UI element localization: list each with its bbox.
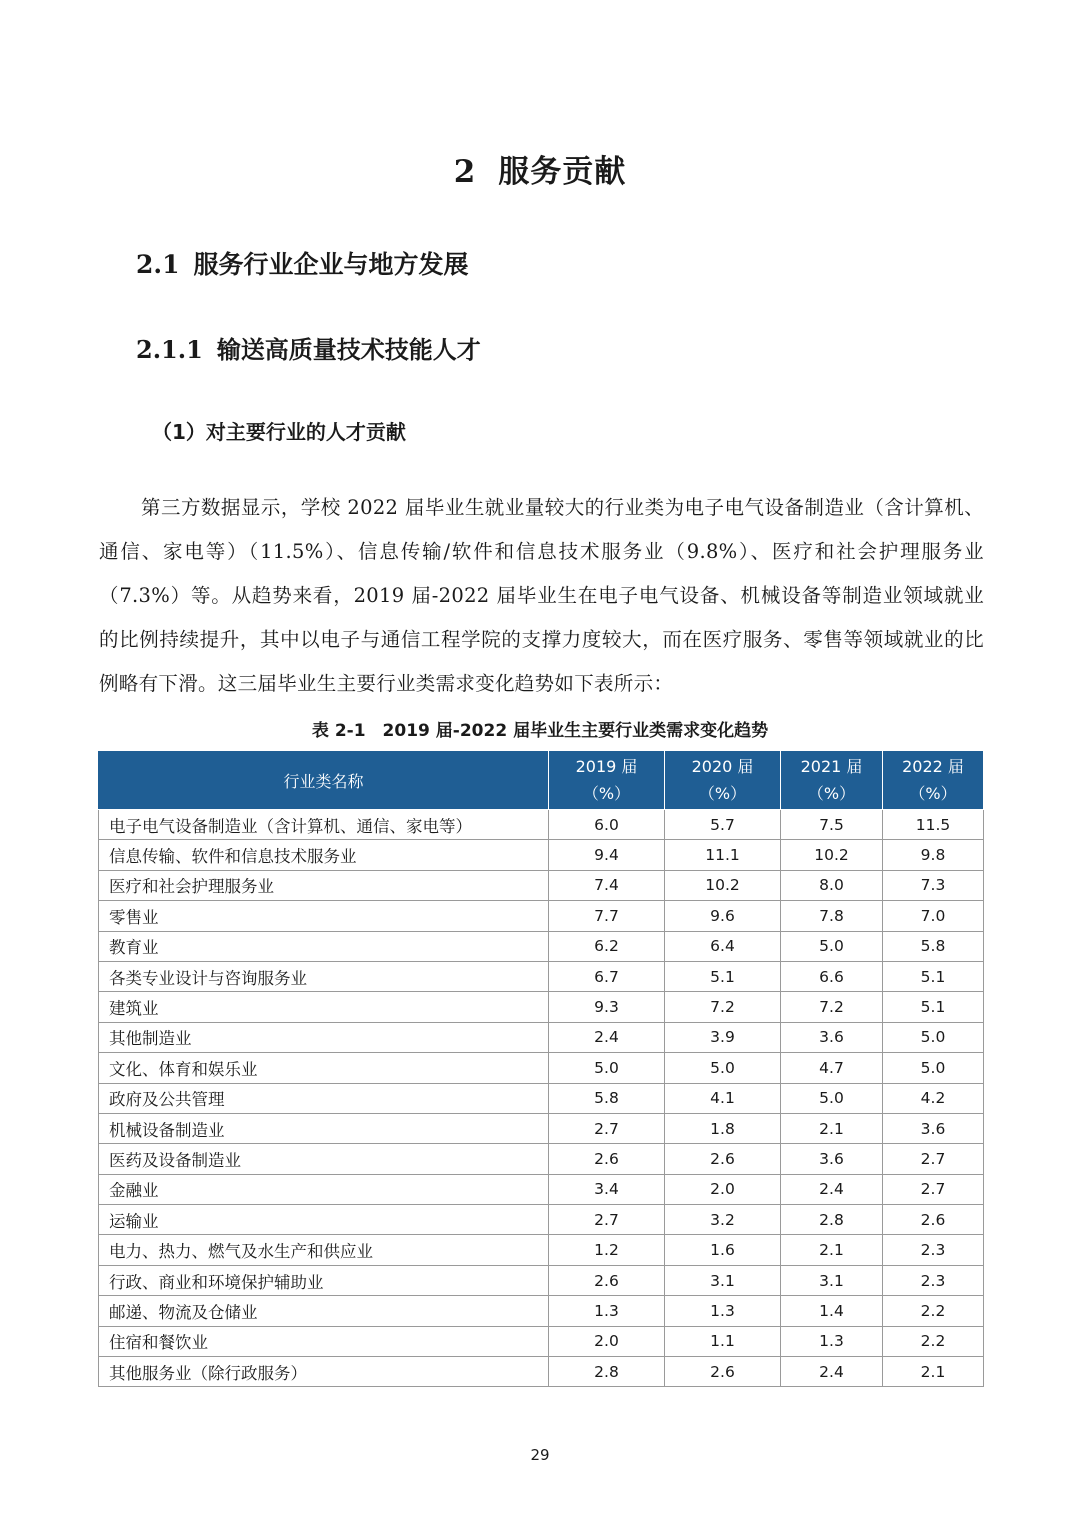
percent-cell: 10.2 xyxy=(781,840,883,870)
percent-cell: 2.6 xyxy=(665,1357,781,1387)
percent-cell: 1.3 xyxy=(781,1326,883,1356)
header-year xyxy=(665,751,781,810)
body-paragraph: 第三方数据显示，学校 2022 届毕业生就业量较大的行业类为电子电气设备制造业（含计算机、通信、家电等）（11.5%）、信息传输/软件和信息技术服务业（9.8%）、医疗和社会护理服务业（7.3%）等。从趋势来看，2019 届-2022 届毕业生在电子电气设备、机械设备等制造业领域就业的比例持续提升，其中以电子与通信工程学院的支撑力度较大，而在医疗服务、零售等领域就业的比例略有下滑。这三届毕业生主要行业类需求变化趋势如下表所示： xyxy=(99,496,984,695)
industry-name-cell: 教育业 xyxy=(99,931,549,961)
industry-name-cell: 行政、商业和环境保护辅助业 xyxy=(99,1265,549,1295)
percent-cell: 7.5 xyxy=(781,810,883,840)
table-row xyxy=(99,961,984,991)
industry-name-cell: 建筑业 xyxy=(99,992,549,1022)
percent-cell: 2.6 xyxy=(549,1144,665,1174)
percent-cell: 3.6 xyxy=(781,1022,883,1052)
subsection-title: 输送高质量技术技能人才 xyxy=(216,336,481,364)
percent-cell: 1.4 xyxy=(781,1296,883,1326)
table-row xyxy=(99,1144,984,1174)
percent-cell: 2.2 xyxy=(883,1326,984,1356)
percent-cell: 2.1 xyxy=(781,1235,883,1265)
percent-cell: 2.3 xyxy=(883,1265,984,1295)
percent-cell: 6.6 xyxy=(781,961,883,991)
percent-cell: 11.5 xyxy=(883,810,984,840)
industry-name-cell: 电子电气设备制造业（含计算机、通信、家电等） xyxy=(99,810,549,840)
header-unit-label: （%） xyxy=(807,784,856,803)
percent-cell: 2.8 xyxy=(781,1205,883,1235)
header-unit-label: （%） xyxy=(582,784,631,803)
percent-cell: 7.7 xyxy=(549,901,665,931)
table-row xyxy=(99,810,984,840)
percent-cell: 1.8 xyxy=(665,1113,781,1143)
percent-cell: 2.4 xyxy=(549,1022,665,1052)
industry-name-cell: 政府及公共管理 xyxy=(99,1083,549,1113)
percent-cell: 10.2 xyxy=(665,870,781,900)
percent-cell: 2.6 xyxy=(549,1265,665,1295)
header-year xyxy=(781,751,883,810)
percent-cell: 5.0 xyxy=(665,1053,781,1083)
table-row xyxy=(99,1083,984,1113)
header-unit-label: （%） xyxy=(698,784,747,803)
percent-cell: 2.1 xyxy=(781,1113,883,1143)
percent-cell: 6.4 xyxy=(665,931,781,961)
percent-cell: 5.1 xyxy=(665,961,781,991)
percent-cell: 1.3 xyxy=(549,1296,665,1326)
table-row xyxy=(99,1326,984,1356)
table-row xyxy=(99,1235,984,1265)
industry-name-cell: 机械设备制造业 xyxy=(99,1113,549,1143)
percent-cell: 5.1 xyxy=(883,992,984,1022)
percent-cell: 1.1 xyxy=(665,1326,781,1356)
percent-cell: 7.2 xyxy=(665,992,781,1022)
percent-cell: 2.7 xyxy=(549,1113,665,1143)
header-year-label: 2022 届 xyxy=(902,757,964,776)
table-row xyxy=(99,840,984,870)
percent-cell: 3.4 xyxy=(549,1174,665,1204)
header-year-label: 2020 届 xyxy=(691,757,754,776)
percent-cell: 7.8 xyxy=(781,901,883,931)
table-row xyxy=(99,1113,984,1143)
percent-cell: 9.6 xyxy=(665,901,781,931)
percent-cell: 2.3 xyxy=(883,1235,984,1265)
table-caption: 表 2-1 2019 届-2022 届毕业生主要行业类需求变化趋势 xyxy=(311,721,769,741)
percent-cell: 5.0 xyxy=(883,1053,984,1083)
table-row xyxy=(99,1174,984,1204)
percent-cell: 2.7 xyxy=(883,1144,984,1174)
table-row xyxy=(99,901,984,931)
subsection-number: 2.1.1 xyxy=(136,335,203,364)
industry-name-cell: 运输业 xyxy=(99,1205,549,1235)
percent-cell: 5.0 xyxy=(781,1083,883,1113)
percent-cell: 2.1 xyxy=(883,1357,984,1387)
table-row xyxy=(99,1357,984,1387)
industry-name-cell: 住宿和餐饮业 xyxy=(99,1326,549,1356)
percent-cell: 6.0 xyxy=(549,810,665,840)
industry-name-cell: 医药及设备制造业 xyxy=(99,1144,549,1174)
industry-name-cell: 金融业 xyxy=(99,1174,549,1204)
percent-cell: 2.0 xyxy=(665,1174,781,1204)
table-row xyxy=(99,992,984,1022)
percent-cell: 2.4 xyxy=(781,1357,883,1387)
table-row xyxy=(99,1296,984,1326)
percent-cell: 9.3 xyxy=(549,992,665,1022)
percent-cell: 2.6 xyxy=(665,1144,781,1174)
page-number: 29 xyxy=(530,1446,550,1464)
industry-name-cell: 其他服务业（除行政服务） xyxy=(99,1357,549,1387)
percent-cell: 7.4 xyxy=(549,870,665,900)
percent-cell: 3.1 xyxy=(665,1265,781,1295)
table-body xyxy=(99,810,984,1387)
table-row xyxy=(99,1053,984,1083)
industry-name-cell: 其他制造业 xyxy=(99,1022,549,1052)
percent-cell: 9.4 xyxy=(549,840,665,870)
percent-cell: 6.2 xyxy=(549,931,665,961)
percent-cell: 5.0 xyxy=(549,1053,665,1083)
industry-name-cell: 邮递、物流及仓储业 xyxy=(99,1296,549,1326)
percent-cell: 2.0 xyxy=(549,1326,665,1356)
percent-cell: 3.9 xyxy=(665,1022,781,1052)
percent-cell: 5.8 xyxy=(549,1083,665,1113)
percent-cell: 2.6 xyxy=(883,1205,984,1235)
percent-cell: 5.0 xyxy=(781,931,883,961)
percent-cell: 1.3 xyxy=(665,1296,781,1326)
percent-cell: 6.7 xyxy=(549,961,665,991)
percent-cell: 8.0 xyxy=(781,870,883,900)
percent-cell: 3.6 xyxy=(883,1113,984,1143)
section-title: 服务行业企业与地方发展 xyxy=(193,250,469,279)
table-row xyxy=(99,1265,984,1295)
industry-name-cell: 文化、体育和娱乐业 xyxy=(99,1053,549,1083)
percent-cell: 2.8 xyxy=(549,1357,665,1387)
percent-cell: 2.7 xyxy=(883,1174,984,1204)
percent-cell: 7.3 xyxy=(883,870,984,900)
chapter-title: 服务贡献 xyxy=(498,154,627,190)
header-year xyxy=(883,751,984,810)
industry-trend-table xyxy=(98,750,984,1387)
header-year-label: 2019 届 xyxy=(575,757,638,776)
percent-cell: 3.2 xyxy=(665,1205,781,1235)
table-row xyxy=(99,870,984,900)
percent-cell: 5.7 xyxy=(665,810,781,840)
percent-cell: 7.0 xyxy=(883,901,984,931)
percent-cell: 9.8 xyxy=(883,840,984,870)
percent-cell: 3.1 xyxy=(781,1265,883,1295)
industry-name-cell: 各类专业设计与咨询服务业 xyxy=(99,961,549,991)
percent-cell: 1.2 xyxy=(549,1235,665,1265)
percent-cell: 5.8 xyxy=(883,931,984,961)
percent-cell: 4.2 xyxy=(883,1083,984,1113)
percent-cell: 2.4 xyxy=(781,1174,883,1204)
percent-cell: 3.6 xyxy=(781,1144,883,1174)
header-unit-label: （%） xyxy=(909,784,957,803)
header-industry-name: 行业类名称 xyxy=(99,751,549,810)
percent-cell: 4.7 xyxy=(781,1053,883,1083)
percent-cell: 7.2 xyxy=(781,992,883,1022)
table-row xyxy=(99,1205,984,1235)
section-heading xyxy=(136,245,469,281)
header-year xyxy=(549,751,665,810)
chapter-number: 2 xyxy=(453,154,477,190)
percent-cell: 11.1 xyxy=(665,840,781,870)
industry-name-cell: 电力、热力、燃气及水生产和供应业 xyxy=(99,1235,549,1265)
industry-name-cell: 信息传输、软件和信息技术服务业 xyxy=(99,840,549,870)
percent-cell: 5.1 xyxy=(883,961,984,991)
subsection-heading xyxy=(136,330,481,365)
header-year-label: 2021 届 xyxy=(800,757,863,776)
sub-subsection-heading: （1）对主要行业的人才贡献 xyxy=(152,420,406,444)
percent-cell: 4.1 xyxy=(665,1083,781,1113)
table-row xyxy=(99,931,984,961)
industry-name-cell: 医疗和社会护理服务业 xyxy=(99,870,549,900)
industry-name-cell: 零售业 xyxy=(99,901,549,931)
table-header-row xyxy=(99,751,984,810)
percent-cell: 2.7 xyxy=(549,1205,665,1235)
percent-cell: 2.2 xyxy=(883,1296,984,1326)
section-number: 2.1 xyxy=(136,250,180,279)
chapter-heading xyxy=(0,146,1080,191)
table-row xyxy=(99,1022,984,1052)
percent-cell: 1.6 xyxy=(665,1235,781,1265)
percent-cell: 5.0 xyxy=(883,1022,984,1052)
